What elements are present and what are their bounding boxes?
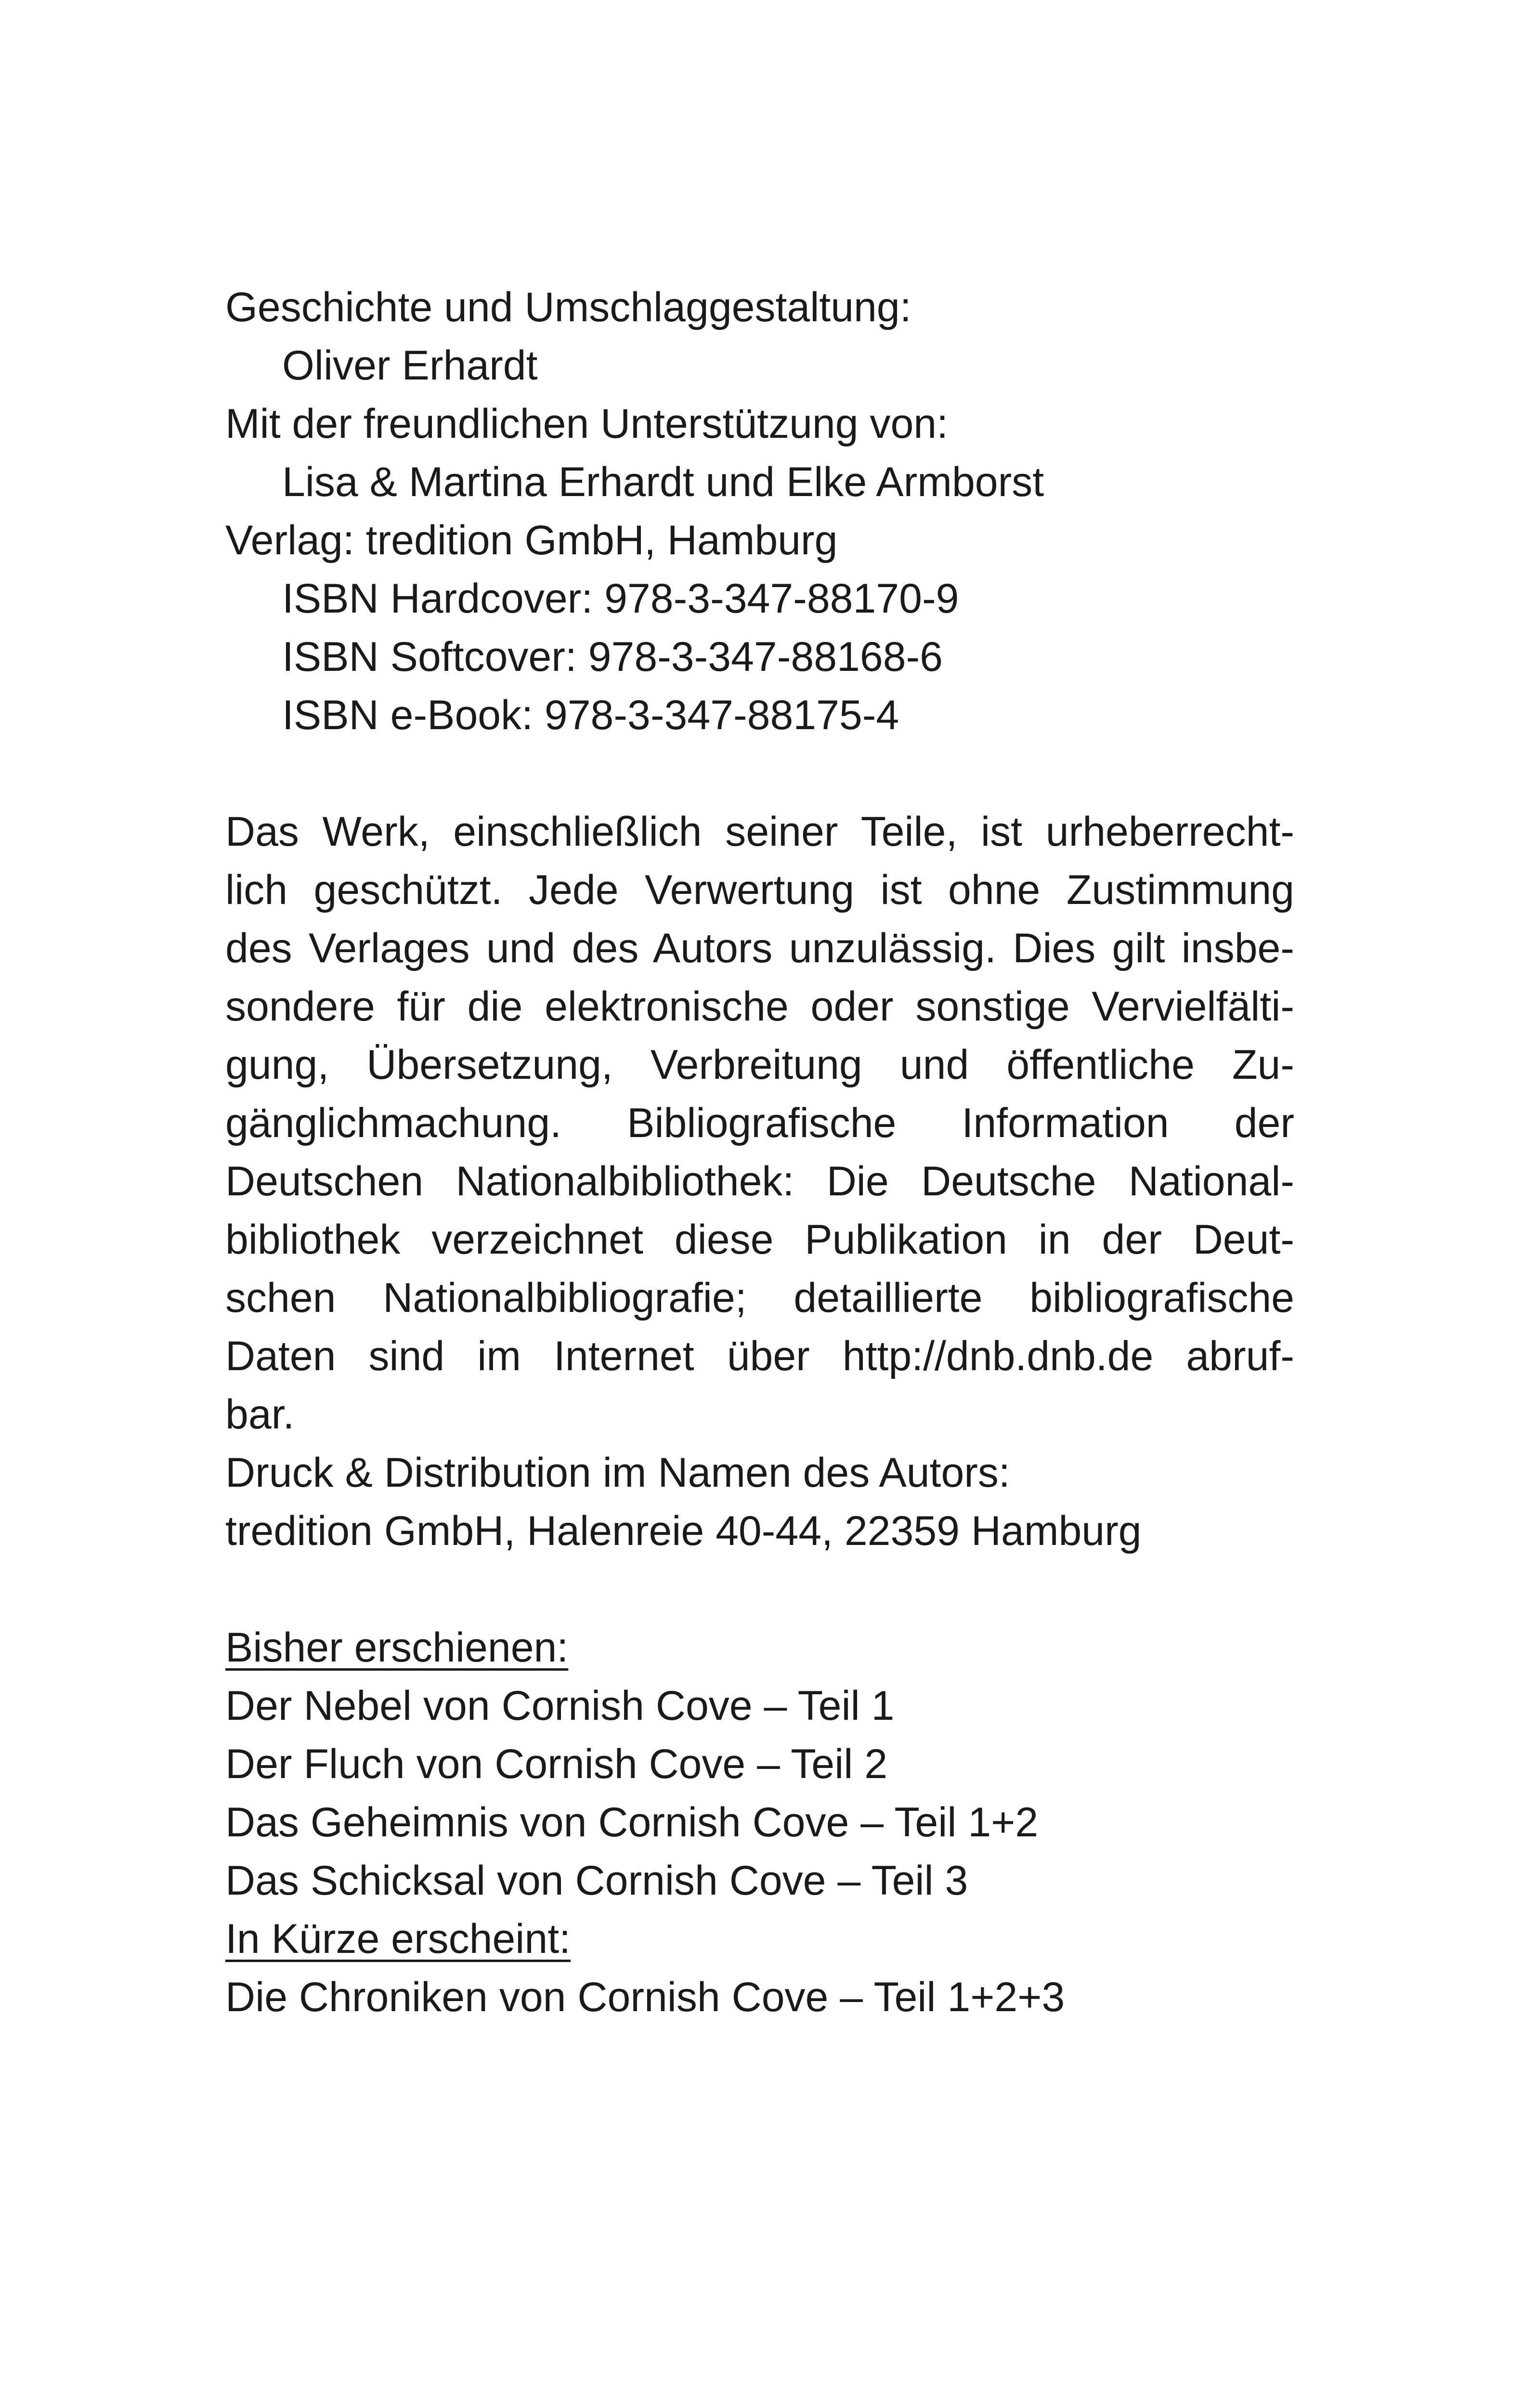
spacer <box>225 1560 1294 1619</box>
print-label: Druck & Distribution im Namen des Autors: <box>225 1450 1010 1496</box>
upcoming-heading <box>225 1910 1294 1968</box>
published-heading-text: Bisher erschienen: <box>225 1624 569 1671</box>
legal-line: Das Werk, einschließlich seiner Teile, ist urheberrecht- <box>225 809 1294 855</box>
legal-line: gung, Übersetzung, Verbreitung und öffentliche Zu- <box>225 1042 1294 1088</box>
book-title: Das Geheimnis von Cornish Cove – Teil 1+2 <box>225 1799 1039 1845</box>
book-title: Der Fluch von Cornish Cove – Teil 2 <box>225 1741 888 1787</box>
story-label: Geschichte und Umschlaggestaltung: <box>225 284 911 330</box>
isbn-hardcover: ISBN Hardcover: 978-3-347-88170-9 <box>282 576 959 622</box>
legal-line: sondere für die elektronische oder sonstige Vervielfälti- <box>225 983 1294 1030</box>
legal-line: Deutschen Nationalbibliothek: Die Deutsche National- <box>225 1158 1294 1204</box>
story-author: Oliver Erhardt <box>282 342 538 389</box>
legal-line: bar. <box>225 1391 295 1438</box>
legal-line: des Verlages und des Autors unzulässig. Dies gilt insbe- <box>225 925 1294 971</box>
support-label: Mit der freundlichen Unterstützung von: <box>225 401 949 447</box>
legal-line: bibliothek verzeichnet diese Publikation in der Deut- <box>225 1217 1294 1263</box>
imprint-content <box>225 278 1294 2027</box>
legal-line: Daten sind im Internet über http://dnb.dnb.de abruf- <box>225 1333 1294 1379</box>
book-title: Der Nebel von Cornish Cove – Teil 1 <box>225 1683 895 1729</box>
legal-line: lich geschützt. Jede Verwertung ist ohne Zustimmung <box>225 867 1294 913</box>
publisher-line: Verlag: tredition GmbH, Hamburg <box>225 517 838 563</box>
print-address: tredition GmbH, Halenreie 40-44, 22359 Hamburg <box>225 1508 1142 1554</box>
isbn-softcover: ISBN Softcover: 978-3-347-88168-6 <box>282 634 943 680</box>
published-heading <box>225 1619 1294 1677</box>
book-title: Das Schicksal von Cornish Cove – Teil 3 <box>225 1858 968 1904</box>
legal-line: schen Nationalbibliografie; detaillierte bibliografische <box>225 1275 1294 1321</box>
upcoming-heading-text: In Kürze erscheint: <box>225 1916 571 1962</box>
legal-line: gänglichmachung. Bibliografische Information der <box>225 1100 1294 1146</box>
isbn-ebook: ISBN e-Book: 978-3-347-88175-4 <box>282 692 899 738</box>
spacer <box>225 745 1294 803</box>
supporters: Lisa & Martina Erhardt und Elke Armborst <box>282 459 1044 505</box>
legal-notice <box>225 803 1294 1444</box>
book-title-upcoming: Die Chroniken von Cornish Cove – Teil 1+2+3 <box>225 1974 1065 2020</box>
